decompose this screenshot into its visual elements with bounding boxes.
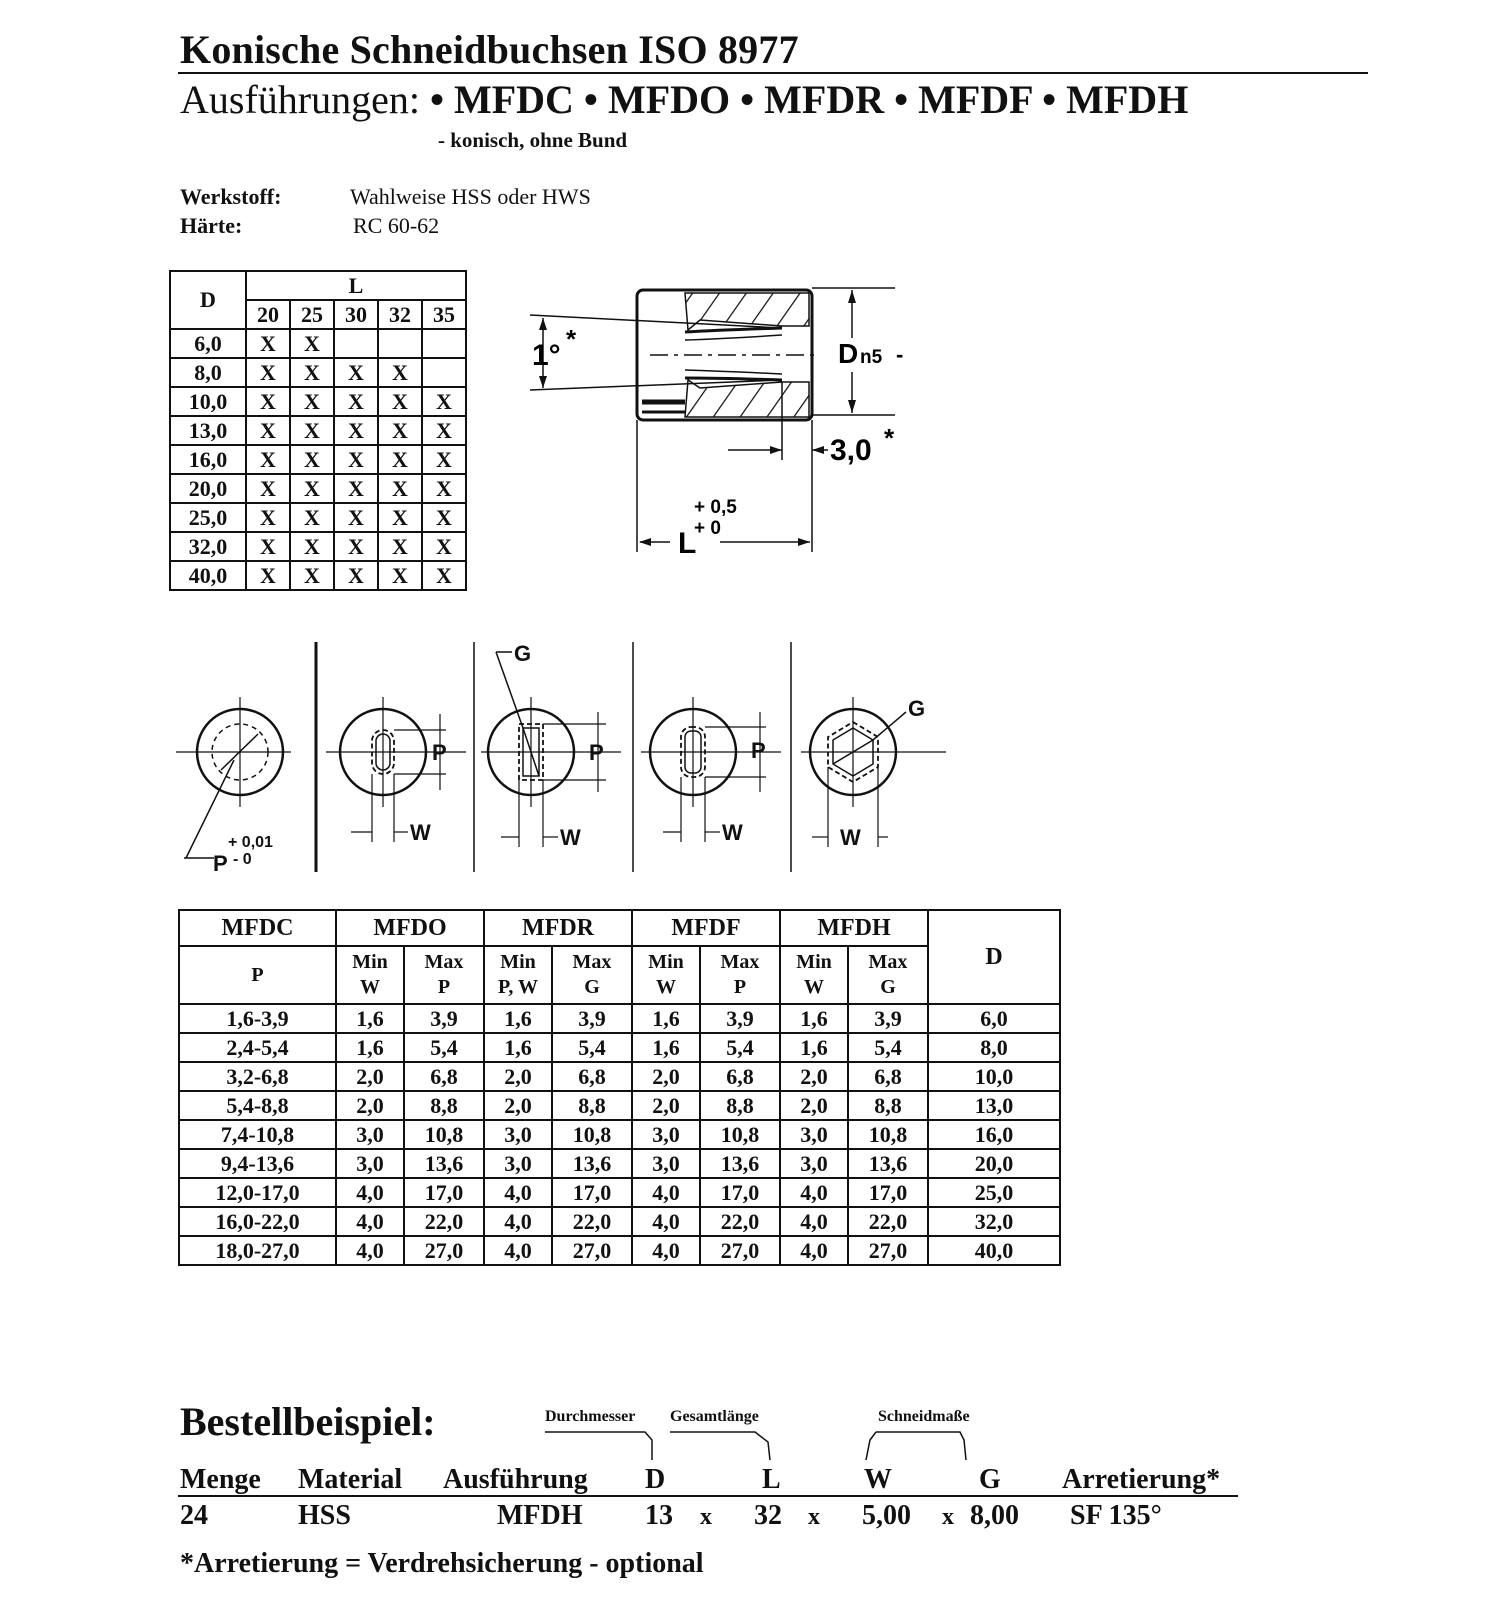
size-cell: 2,0	[484, 1062, 552, 1091]
availability-cell: X	[246, 474, 290, 503]
size-cell: 3,0	[336, 1120, 404, 1149]
subheader-line: P	[251, 963, 264, 986]
size-cell: 10,8	[404, 1120, 484, 1149]
availability-cell	[378, 329, 422, 358]
size-cell: 32,0	[928, 1207, 1060, 1236]
size-cell: 8,0	[928, 1033, 1060, 1062]
spec-key: Härte:	[180, 213, 243, 238]
profile-drawings	[176, 642, 956, 877]
size-cell: 3,9	[848, 1004, 928, 1033]
availability-cell: X	[334, 416, 378, 445]
subheader-cell	[336, 946, 404, 1004]
land-star: *	[884, 423, 895, 453]
order-times: x	[808, 1504, 820, 1530]
table-row	[170, 561, 466, 590]
order-header-lock: Arretierung*	[1062, 1464, 1221, 1495]
availability-cell: X	[422, 561, 466, 590]
availability-cell: X	[246, 358, 290, 387]
subheader-cell	[552, 946, 632, 1004]
spec-hardness	[180, 213, 439, 239]
order-title: Bestellbeispiel:	[180, 1399, 436, 1444]
land-label: 3,0	[830, 434, 872, 467]
spec-value: Wahlweise HSS oder HWS	[350, 184, 591, 209]
availability-cell: X	[334, 358, 378, 387]
group-header: MFDH	[780, 910, 928, 946]
size-cell: 17,0	[700, 1178, 780, 1207]
size-cell: 1,6	[632, 1004, 700, 1033]
table-row	[170, 474, 466, 503]
subheader-cell	[484, 946, 552, 1004]
size-cell: 3,0	[484, 1120, 552, 1149]
subheader-line: G	[880, 976, 896, 998]
table-row	[170, 387, 466, 416]
subheader-line: Max	[424, 951, 464, 973]
availability-cell: X	[290, 416, 334, 445]
subheader-line: Max	[868, 951, 908, 973]
size-cell: 2,0	[484, 1091, 552, 1120]
callout-cut: Schneidmaße	[878, 1408, 970, 1425]
table-row	[179, 1207, 1060, 1236]
order-times: x	[700, 1504, 712, 1530]
group-header: MFDC	[179, 910, 336, 946]
size-cell: 4,0	[632, 1207, 700, 1236]
availability-cell: X	[422, 503, 466, 532]
table-row	[179, 1033, 1060, 1062]
table-row	[179, 1149, 1060, 1178]
variants-lead: Ausführungen:	[180, 77, 420, 122]
availability-cell: X	[378, 416, 422, 445]
size-cell: 3,9	[700, 1004, 780, 1033]
profile-mfdf-flat	[641, 697, 781, 845]
size-cell: 2,0	[336, 1091, 404, 1120]
size-cell: 8,8	[552, 1091, 632, 1120]
diameter-label: D	[838, 338, 859, 369]
profile-mfdo-oval	[326, 697, 466, 845]
availability-cell: X	[422, 532, 466, 561]
p-tol-lower: - 0	[233, 851, 252, 868]
diameter-cell: 13,0	[170, 416, 246, 445]
table-row	[170, 503, 466, 532]
group-header: MFDR	[484, 910, 632, 946]
order-times: x	[942, 1504, 954, 1530]
availability-cell: X	[378, 474, 422, 503]
availability-cell: X	[334, 387, 378, 416]
size-cell: 3,0	[336, 1149, 404, 1178]
profile-mfdr-rect	[481, 642, 621, 850]
availability-cell: X	[290, 561, 334, 590]
size-cell: 17,0	[404, 1178, 484, 1207]
table-row	[179, 1178, 1060, 1207]
variants-line	[180, 76, 1188, 123]
order-header-qty: Menge	[180, 1464, 261, 1495]
size-cell: 13,6	[700, 1149, 780, 1178]
bushing-drawing	[520, 270, 940, 570]
size-cell: 4,0	[484, 1207, 552, 1236]
subheader-line: P	[733, 976, 747, 998]
subheader-line: W	[360, 976, 380, 998]
availability-cell: X	[334, 532, 378, 561]
availability-cell: X	[290, 474, 334, 503]
size-cell: 10,8	[700, 1120, 780, 1149]
order-header-d: D	[645, 1464, 666, 1495]
size-cell: 22,0	[848, 1207, 928, 1236]
size-cell: 4,0	[780, 1178, 848, 1207]
size-cell: 6,8	[848, 1062, 928, 1091]
p-label: P	[751, 738, 766, 763]
subheader-line: Max	[720, 951, 760, 973]
subheader-cell	[848, 946, 928, 1004]
size-cell: 3,0	[484, 1149, 552, 1178]
availability-cell: X	[246, 387, 290, 416]
size-cell: 2,4-5,4	[179, 1033, 336, 1062]
size-cell: 22,0	[404, 1207, 484, 1236]
g-label: G	[514, 642, 532, 666]
subheader-line: W	[804, 976, 824, 998]
diameter-tolerance: n5	[860, 347, 883, 368]
size-cell: 27,0	[848, 1236, 928, 1265]
availability-cell: X	[378, 358, 422, 387]
availability-cell: X	[378, 445, 422, 474]
size-cell: 5,4	[404, 1033, 484, 1062]
size-table	[178, 909, 1061, 1266]
size-cell: 10,8	[848, 1120, 928, 1149]
size-cell: 6,8	[552, 1062, 632, 1091]
size-cell: 1,6-3,9	[179, 1004, 336, 1033]
size-cell: 2,0	[632, 1091, 700, 1120]
size-cell: 16,0	[928, 1120, 1060, 1149]
w-label: W	[560, 825, 581, 850]
g-label: G	[908, 696, 926, 721]
subheader-line: P	[437, 976, 451, 998]
availability-cell: X	[334, 445, 378, 474]
order-header-rule	[178, 1495, 1238, 1497]
availability-cell: X	[334, 503, 378, 532]
subheader-cell	[632, 946, 700, 1004]
availability-cell: X	[422, 474, 466, 503]
diameter-cell: 40,0	[170, 561, 246, 590]
diameter-cell: 25,0	[170, 503, 246, 532]
length-table-l-header: L	[246, 271, 466, 300]
size-cell: 25,0	[928, 1178, 1060, 1207]
size-cell: 16,0-22,0	[179, 1207, 336, 1236]
size-cell: 13,6	[552, 1149, 632, 1178]
length-table-d-header: D	[170, 271, 246, 329]
size-cell: 5,4	[552, 1033, 632, 1062]
w-label: W	[722, 820, 743, 845]
size-cell: 5,4	[700, 1033, 780, 1062]
order-footnote: *Arretierung = Verdrehsicherung - optional	[180, 1548, 704, 1579]
subheader-cell	[404, 946, 484, 1004]
table-row	[170, 445, 466, 474]
availability-cell: X	[334, 474, 378, 503]
diameter-cell: 32,0	[170, 532, 246, 561]
availability-cell: X	[334, 561, 378, 590]
size-cell: 18,0-27,0	[179, 1236, 336, 1265]
availability-cell: X	[378, 387, 422, 416]
page-title: Konische Schneidbuchsen ISO 8977	[180, 27, 799, 72]
p-label: P	[213, 851, 228, 876]
size-cell: 3,9	[404, 1004, 484, 1033]
availability-cell: X	[290, 329, 334, 358]
order-value-d: 13	[645, 1500, 673, 1531]
title-rule	[178, 72, 1368, 74]
spec-key: Werkstoff:	[180, 184, 282, 209]
size-cell: 5,4-8,8	[179, 1091, 336, 1120]
diameter-cell: 16,0	[170, 445, 246, 474]
availability-cell: X	[422, 387, 466, 416]
order-header-l: L	[762, 1464, 781, 1495]
size-cell: 8,8	[404, 1091, 484, 1120]
size-cell: 17,0	[552, 1178, 632, 1207]
size-table-d-header: D	[928, 910, 1060, 1004]
profile-mfdh-hex	[801, 696, 946, 850]
size-cell: 27,0	[404, 1236, 484, 1265]
size-cell: 3,0	[632, 1120, 700, 1149]
length-header: 32	[378, 300, 422, 329]
subheader-line: P, W	[497, 976, 539, 998]
group-header: MFDO	[336, 910, 484, 946]
subheader-cell	[700, 946, 780, 1004]
subheader-line: W	[656, 976, 676, 998]
order-header-g: G	[979, 1464, 1001, 1495]
order-header-w: W	[864, 1464, 892, 1495]
availability-cell: X	[378, 503, 422, 532]
w-label: W	[840, 825, 861, 850]
table-row	[170, 416, 466, 445]
size-cell: 1,6	[780, 1004, 848, 1033]
size-cell: 22,0	[552, 1207, 632, 1236]
group-header: MFDF	[632, 910, 780, 946]
size-cell: 27,0	[552, 1236, 632, 1265]
subheader-line: Min	[500, 951, 536, 973]
order-value-material: HSS	[298, 1500, 351, 1531]
w-label: W	[410, 820, 431, 845]
angle-label: 1°	[532, 339, 561, 372]
order-value-g: 8,00	[970, 1500, 1019, 1531]
availability-cell	[422, 329, 466, 358]
size-cell: 4,0	[336, 1236, 404, 1265]
size-cell: 27,0	[700, 1236, 780, 1265]
diameter-cell: 8,0	[170, 358, 246, 387]
size-cell: 1,6	[336, 1033, 404, 1062]
callout-diameter: Durchmesser	[545, 1408, 636, 1425]
availability-cell: X	[290, 532, 334, 561]
availability-cell: X	[290, 503, 334, 532]
size-cell: 1,6	[336, 1004, 404, 1033]
availability-cell: X	[290, 387, 334, 416]
diameter-dash: -	[896, 342, 904, 367]
callout-length: Gesamtlänge	[670, 1408, 759, 1425]
table-row	[179, 1236, 1060, 1265]
size-cell: 13,6	[404, 1149, 484, 1178]
size-cell: 3,9	[552, 1004, 632, 1033]
spec-value: RC 60-62	[353, 213, 440, 238]
size-cell: 9,4-13,6	[179, 1149, 336, 1178]
subheader-line: Max	[572, 951, 612, 973]
size-cell: 13,6	[848, 1149, 928, 1178]
availability-cell	[334, 329, 378, 358]
size-cell: 4,0	[336, 1207, 404, 1236]
availability-cell	[422, 358, 466, 387]
size-cell: 4,0	[484, 1236, 552, 1265]
size-cell: 7,4-10,8	[179, 1120, 336, 1149]
size-cell: 3,0	[780, 1120, 848, 1149]
order-value-w: 5,00	[862, 1500, 911, 1531]
length-header: 25	[290, 300, 334, 329]
spec-material	[180, 184, 591, 210]
size-cell: 1,6	[632, 1033, 700, 1062]
length-tol-lower: + 0	[694, 518, 721, 539]
length-header: 20	[246, 300, 290, 329]
size-cell: 4,0	[632, 1236, 700, 1265]
callout-lines	[530, 1428, 1010, 1464]
availability-cell: X	[246, 503, 290, 532]
size-cell: 4,0	[632, 1178, 700, 1207]
subheader-line: Min	[648, 951, 684, 973]
order-value-lock: SF 135°	[1070, 1500, 1162, 1531]
order-header-type: Ausführung	[443, 1464, 588, 1495]
table-row	[179, 1004, 1060, 1033]
size-cell: 6,0	[928, 1004, 1060, 1033]
size-cell: 2,0	[632, 1062, 700, 1091]
p-tol-upper: + 0,01	[228, 834, 273, 851]
table-row	[170, 329, 466, 358]
size-cell: 5,4	[848, 1033, 928, 1062]
size-cell: 3,0	[632, 1149, 700, 1178]
size-cell: 2,0	[780, 1091, 848, 1120]
availability-cell: X	[378, 561, 422, 590]
size-cell: 8,8	[700, 1091, 780, 1120]
p-label: P	[432, 740, 447, 765]
order-value-l: 32	[754, 1500, 782, 1531]
size-cell: 17,0	[848, 1178, 928, 1207]
size-cell: 1,6	[484, 1033, 552, 1062]
table-row	[179, 1120, 1060, 1149]
availability-cell: X	[246, 445, 290, 474]
size-cell: 4,0	[780, 1236, 848, 1265]
availability-cell: X	[422, 445, 466, 474]
profile-mfdc-round	[176, 697, 291, 876]
availability-cell: X	[246, 561, 290, 590]
size-cell: 1,6	[484, 1004, 552, 1033]
availability-cell: X	[246, 532, 290, 561]
subheader-line: Min	[352, 951, 388, 973]
size-cell: 12,0-17,0	[179, 1178, 336, 1207]
length-label: L	[678, 527, 697, 560]
length-header: 35	[422, 300, 466, 329]
size-cell: 10,0	[928, 1062, 1060, 1091]
size-cell: 3,2-6,8	[179, 1062, 336, 1091]
subheader-cell	[179, 946, 336, 1004]
diameter-cell: 20,0	[170, 474, 246, 503]
size-cell: 40,0	[928, 1236, 1060, 1265]
availability-cell: X	[378, 532, 422, 561]
length-table	[169, 270, 467, 591]
size-cell: 20,0	[928, 1149, 1060, 1178]
order-value-type: MFDH	[497, 1500, 583, 1531]
availability-cell: X	[246, 329, 290, 358]
availability-cell: X	[246, 416, 290, 445]
table-row	[170, 358, 466, 387]
variants-list: • MFDC • MFDO • MFDR • MFDF • MFDH	[429, 77, 1189, 122]
size-cell: 4,0	[336, 1178, 404, 1207]
size-cell: 2,0	[336, 1062, 404, 1091]
availability-cell: X	[422, 416, 466, 445]
availability-cell: X	[290, 358, 334, 387]
lower-wall-hatch	[685, 380, 809, 417]
size-cell: 8,8	[848, 1091, 928, 1120]
size-cell: 3,0	[780, 1149, 848, 1178]
availability-cell: X	[290, 445, 334, 474]
size-cell: 6,8	[700, 1062, 780, 1091]
length-header: 30	[334, 300, 378, 329]
size-cell: 6,8	[404, 1062, 484, 1091]
diameter-cell: 10,0	[170, 387, 246, 416]
angle-star: *	[566, 324, 577, 354]
size-cell: 22,0	[700, 1207, 780, 1236]
size-cell: 13,0	[928, 1091, 1060, 1120]
size-cell: 10,8	[552, 1120, 632, 1149]
p-label: P	[589, 740, 604, 765]
diameter-cell: 6,0	[170, 329, 246, 358]
size-cell: 4,0	[780, 1207, 848, 1236]
order-value-qty: 24	[180, 1500, 208, 1531]
length-tol-upper: + 0,5	[694, 497, 737, 518]
subheader-cell	[780, 946, 848, 1004]
size-cell: 4,0	[484, 1178, 552, 1207]
order-header-material: Material	[298, 1464, 403, 1495]
table-row	[170, 532, 466, 561]
variants-subtitle: - konisch, ohne Bund	[438, 128, 628, 152]
table-row	[179, 1062, 1060, 1091]
subheader-line: Min	[796, 951, 832, 973]
size-cell: 1,6	[780, 1033, 848, 1062]
subheader-line: G	[584, 976, 600, 998]
size-cell: 2,0	[780, 1062, 848, 1091]
table-row	[179, 1091, 1060, 1120]
